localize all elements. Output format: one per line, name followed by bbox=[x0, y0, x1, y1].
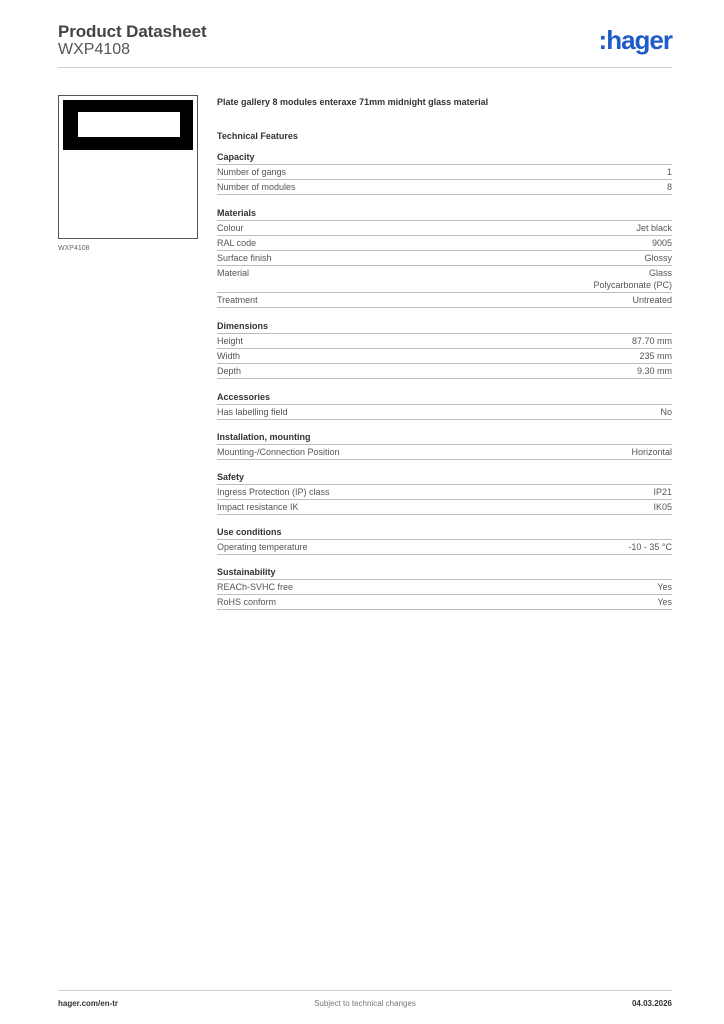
spec-row bbox=[217, 404, 672, 419]
spec-row bbox=[217, 484, 672, 499]
spec-label: Depth bbox=[217, 366, 242, 376]
spec-row bbox=[217, 363, 672, 378]
section-title: Materials bbox=[217, 208, 257, 218]
spec-value: -10 - 35 °C bbox=[628, 542, 672, 552]
product-description: Plate gallery 8 modules enteraxe 71mm midnight glass material bbox=[217, 97, 489, 107]
spec-value: Jet black bbox=[636, 223, 672, 233]
section-safety bbox=[217, 471, 672, 515]
section-divider bbox=[217, 609, 672, 610]
spec-row bbox=[217, 579, 672, 594]
footer-divider bbox=[58, 990, 672, 991]
product-code: WXP4108 bbox=[58, 41, 131, 58]
header-divider bbox=[58, 67, 672, 68]
spec-row bbox=[217, 539, 672, 554]
page-title: Product Datasheet bbox=[58, 22, 207, 41]
spec-label: Colour bbox=[217, 223, 244, 233]
section-divider bbox=[217, 194, 672, 195]
section-title: Capacity bbox=[217, 152, 255, 162]
spec-label: Operating temperature bbox=[217, 542, 308, 552]
page-footer bbox=[58, 999, 672, 1011]
spec-row bbox=[217, 265, 672, 292]
section-title: Accessories bbox=[217, 392, 271, 402]
spec-row bbox=[217, 292, 672, 307]
spec-label: REACh-SVHC free bbox=[217, 582, 294, 592]
spec-label: Mounting-/Connection Position bbox=[217, 447, 340, 457]
spec-value: IK05 bbox=[653, 502, 672, 512]
spec-value-line: Glass bbox=[648, 268, 672, 278]
spec-value: Horizontal bbox=[631, 447, 672, 457]
section-divider bbox=[217, 307, 672, 308]
footer-website-link[interactable]: hager.com/en-tr bbox=[58, 999, 119, 1008]
spec-row bbox=[217, 235, 672, 250]
section-divider bbox=[217, 419, 672, 420]
spec-value: 1 bbox=[666, 167, 672, 177]
spec-row bbox=[217, 499, 672, 514]
section-sustainability bbox=[217, 566, 672, 610]
spec-value: 87.70 mm bbox=[631, 336, 672, 346]
section-title: Safety bbox=[217, 472, 245, 482]
spec-value-line: Polycarbonate (PC) bbox=[593, 280, 672, 290]
section-title: Dimensions bbox=[217, 321, 269, 331]
spec-value bbox=[593, 267, 672, 291]
spec-label: Ingress Protection (IP) class bbox=[217, 487, 330, 497]
page-header bbox=[58, 20, 672, 68]
spec-label: RoHS conform bbox=[217, 597, 277, 607]
spec-value: No bbox=[660, 407, 672, 417]
spec-value: 8 bbox=[666, 182, 672, 192]
spec-value: IP21 bbox=[653, 487, 672, 497]
spec-label: Number of gangs bbox=[217, 167, 287, 177]
spec-row bbox=[217, 179, 672, 194]
section-accessories bbox=[217, 391, 672, 420]
spec-value: 9005 bbox=[651, 238, 672, 248]
section-installation bbox=[217, 431, 672, 460]
spec-value: 235 mm bbox=[639, 351, 672, 361]
section-materials bbox=[217, 207, 672, 308]
spec-label: Surface finish bbox=[217, 253, 272, 263]
spec-value: Yes bbox=[657, 582, 672, 592]
footer-date: 04.03.2026 bbox=[631, 999, 672, 1008]
plate-illustration bbox=[63, 100, 193, 150]
spec-row bbox=[217, 348, 672, 363]
section-divider bbox=[217, 378, 672, 379]
section-capacity bbox=[217, 151, 672, 195]
spec-value: Glossy bbox=[644, 253, 672, 263]
spec-row bbox=[217, 250, 672, 265]
spec-value: Untreated bbox=[632, 295, 672, 305]
section-dimensions bbox=[217, 320, 672, 379]
footer-notice: Subject to technical changes bbox=[314, 999, 416, 1008]
section-title: Use conditions bbox=[217, 527, 282, 537]
spec-row bbox=[217, 333, 672, 348]
spec-label: Width bbox=[217, 351, 241, 361]
section-divider bbox=[217, 514, 672, 515]
spec-row bbox=[217, 444, 672, 459]
technical-features-heading: Technical Features bbox=[217, 131, 298, 141]
spec-row bbox=[217, 164, 672, 179]
spec-label: Material bbox=[217, 268, 250, 278]
image-caption: WXP4108 bbox=[58, 245, 90, 252]
product-image bbox=[58, 95, 198, 239]
hager-logo: :hager bbox=[598, 25, 672, 55]
spec-label: Treatment bbox=[217, 295, 258, 305]
spec-label: Number of modules bbox=[217, 182, 296, 192]
section-title: Installation, mounting bbox=[217, 432, 311, 442]
section-title: Sustainability bbox=[217, 567, 276, 577]
section-divider bbox=[217, 554, 672, 555]
spec-value: 9.30 mm bbox=[636, 366, 672, 376]
spec-row bbox=[217, 220, 672, 235]
spec-label: Height bbox=[217, 336, 244, 346]
spec-row bbox=[217, 594, 672, 609]
spec-label: Has labelling field bbox=[217, 407, 288, 417]
spec-label: Impact resistance IK bbox=[217, 502, 299, 512]
plate-opening bbox=[78, 112, 180, 137]
spec-content bbox=[217, 96, 672, 610]
section-use-conditions bbox=[217, 526, 672, 555]
spec-label: RAL code bbox=[217, 238, 257, 248]
spec-value: Yes bbox=[657, 597, 672, 607]
section-divider bbox=[217, 459, 672, 460]
